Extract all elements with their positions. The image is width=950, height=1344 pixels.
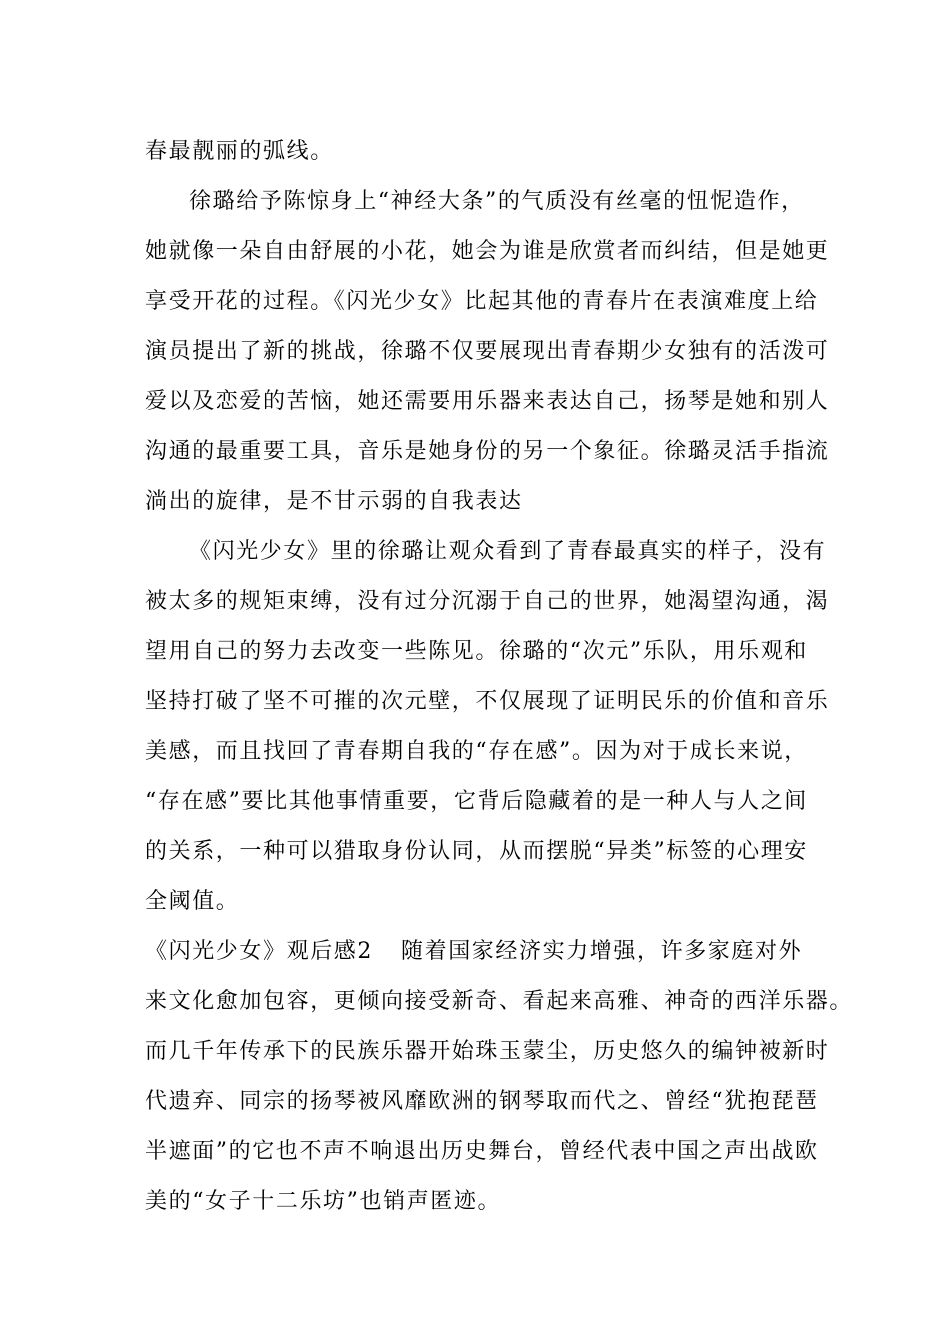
text-line: 代遗弃、同宗的扬琴被风靡欧洲的钢琴取而代之、曾经“犹抱琵琶 bbox=[145, 1089, 819, 1114]
text-line: 半遮面”的它也不声不响退出历史舞台，曾经代表中国之声出战欧 bbox=[145, 1139, 819, 1164]
text-line: 坚持打破了坚不可摧的次元壁，不仅展现了证明民乐的价值和音乐 bbox=[145, 689, 830, 714]
text-line: 美的“女子十二乐坊”也销声匿迹。 bbox=[145, 1189, 502, 1214]
text-line: 美感，而且找回了青春期自我的“存在感”。因为对于成长来说， bbox=[145, 739, 808, 764]
text-line: 沟通的最重要工具，音乐是她身份的另一个象征。徐璐灵活手指流 bbox=[145, 439, 830, 464]
text-line: 来文化愈加包容，更倾向接受新奇、看起来高雅、神奇的西洋乐器。 bbox=[145, 989, 854, 1014]
section-heading-line bbox=[145, 937, 802, 967]
text-line: 爱以及恋爱的苦恼，她还需要用乐器来表达自己，扬琴是她和别人 bbox=[145, 389, 830, 414]
text-line: 望用自己的努力去改变一些陈见。徐璐的“次元”乐队，用乐观和 bbox=[145, 639, 808, 664]
text-line: 的关系，一种可以猎取身份认同，从而摆脱“异类”标签的心理安 bbox=[145, 839, 808, 864]
text-line: 徐璐给予陈惊身上“神经大条”的气质没有丝毫的忸怩造作， bbox=[189, 189, 805, 214]
text-line: 她就像一朵自由舒展的小花，她会为谁是欣赏者而纠结，但是她更 bbox=[145, 239, 830, 264]
section-heading: 《闪光少女》观后感2 bbox=[145, 939, 373, 964]
text-line: 《闪光少女》里的徐璐让观众看到了青春最真实的样子，没有 bbox=[189, 539, 827, 564]
text-line: 淌出的旋律，是不甘示弱的自我表达 bbox=[145, 489, 523, 514]
text-line: 全阈值。 bbox=[145, 889, 240, 914]
text-line: “存在感”要比其他事情重要，它背后隐藏着的是一种人与人之间 bbox=[145, 789, 808, 814]
text-line: 享受开花的过程。《闪光少女》比起其他的青春片在表演难度上给 bbox=[145, 289, 819, 314]
text-line: 演员提出了新的挑战，徐璐不仅要展现出青春期少女独有的活泼可 bbox=[145, 339, 830, 364]
text-line: 春最靓丽的弧线。 bbox=[145, 139, 334, 164]
text-line: 被太多的规矩束缚，没有过分沉溺于自己的世界，她渴望沟通，渴 bbox=[145, 589, 830, 614]
text-segment: 随着国家经济实力增强，许多家庭对外 bbox=[401, 939, 803, 964]
text-line: 而几千年传承下的民族乐器开始珠玉蒙尘，历史悠久的编钟被新时 bbox=[145, 1039, 830, 1064]
